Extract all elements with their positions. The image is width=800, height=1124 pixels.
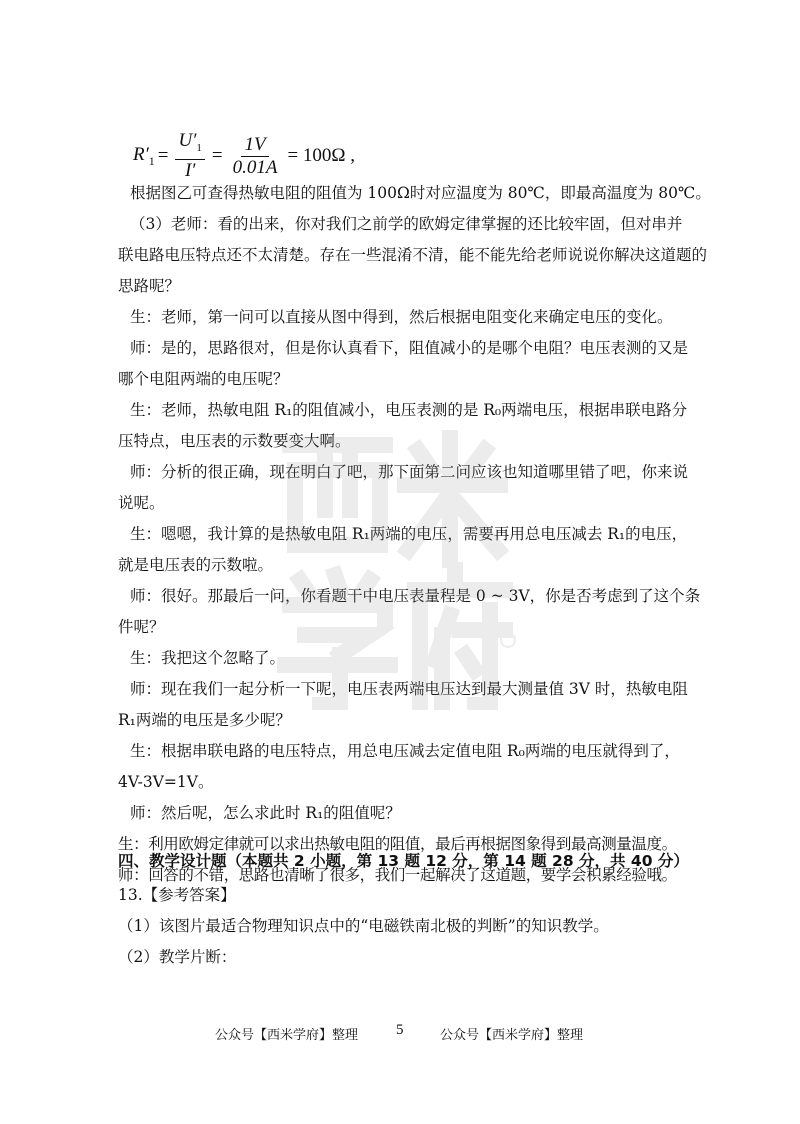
body-line: R₁两端的电压是多少呢？ (118, 711, 291, 729)
fraction-1-numerator: U′ (178, 130, 197, 152)
body-line: 就是电压表的示数啦。 (118, 556, 274, 574)
page-number: 5 (396, 1022, 404, 1038)
body-line: 件呢？ (118, 618, 165, 636)
body-line: 4V-3V=1V。 (118, 773, 214, 791)
body-line: 根据图乙可查得热敏电阻的阻值为 100Ω时对应温度为 80℃，即最高温度为 80℃。 (130, 184, 711, 202)
body-line: 生：老师，第一问可以直接从图中得到，然后根据电阻变化来确定电压的变化。 (130, 308, 673, 326)
body-line: 生：嗯嗯，我计算的是热敏电阻 R₁两端的电压，需要再用总电压减去 R₁的电压， (130, 525, 688, 543)
fraction-1 (175, 131, 204, 181)
resistance-formula (133, 132, 358, 180)
fraction-2-denominator: 0.01A (232, 156, 278, 178)
answer-title: 13.【参考答案】 (118, 886, 236, 904)
equals-sign: = (157, 145, 169, 166)
body-line: 师：很好。那最后一问，你看题干中电压表量程是 0 ~ 3V，你是否考虑到了这个条 (130, 587, 701, 605)
formula-result: = 100Ω , (287, 145, 356, 166)
body-line: 生：利用欧姆定律就可以求出热敏电阻的阻值，最后再根据图象得到最高测量温度。 (118, 835, 677, 853)
page-footer (0, 1022, 800, 1046)
answer-line: （2）教学片断： (118, 948, 237, 966)
fraction-2 (230, 135, 281, 178)
body-line: 师：现在我们一起分析一下呢，电压表两端电压达到最大测量值 3V 时，热敏电阻 (130, 680, 688, 698)
section-heading: 四、教学设计题（本题共 2 小题，第 13 题 12 分，第 14 题 28 分，共 40 分） (118, 852, 689, 870)
formula-lhs: R′ (133, 143, 149, 165)
body-line: 师：回答的不错，思路也清晰了很多，我们一起解决了这道题，要学会积累经验哦。 (118, 866, 677, 884)
body-line: 师：然后呢，怎么求此时 R₁的阻值呢？ (130, 804, 401, 822)
fraction-2-numerator: 1V (241, 135, 268, 157)
footer-left-note: 公众号【西米学府】整理 (215, 1028, 359, 1043)
body-line: 师：是的，思路很对，但是你认真看下，阻值减小的是哪个电阻？电压表测的又是 (130, 339, 689, 357)
fraction-1-numerator-sub: 1 (196, 141, 202, 154)
body-line: 师：分析的很正确，现在明白了吧，那下面第二问应该也知道哪里错了吧，你来说 (130, 463, 689, 481)
body-line: 说呢。 (118, 494, 165, 512)
answer-block (118, 880, 704, 973)
body-line: 联电路电压特点还不太清楚。存在一些混淆不清，能不能先给老师说说你解决这道题的 (118, 246, 708, 264)
footer-right-note: 公众号【西米学府】整理 (440, 1028, 584, 1043)
body-line: 思路呢？ (118, 277, 181, 295)
body-line: （3）老师：看的出来，你对我们之前学的欧姆定律掌握的还比较牢固，但对串并 (130, 215, 683, 233)
formula-lhs-sub: 1 (148, 153, 155, 168)
fraction-1-denominator: I′ (184, 159, 196, 181)
body-line: 生：老师，热敏电阻 R₁的阻值减小，电压表测的是 R₀两端电压，根据串联电路分 (130, 401, 688, 419)
watermark-logo (270, 430, 520, 710)
answer-line: （1）该图片最适合物理知识点中的“电磁铁南北极的判断”的知识教学。 (118, 917, 609, 935)
body-line: 生：根据串联电路的电压特点，用总电压减去定值电阻 R₀两端的电压就得到了， (130, 742, 680, 760)
body-line: 生：我把这个忽略了。 (130, 649, 286, 667)
body-line: 压特点，电压表的示数要变大啊。 (118, 432, 351, 450)
equals-sign-2: = (211, 145, 223, 166)
body-line: 哪个电阻两端的电压呢？ (118, 370, 289, 388)
